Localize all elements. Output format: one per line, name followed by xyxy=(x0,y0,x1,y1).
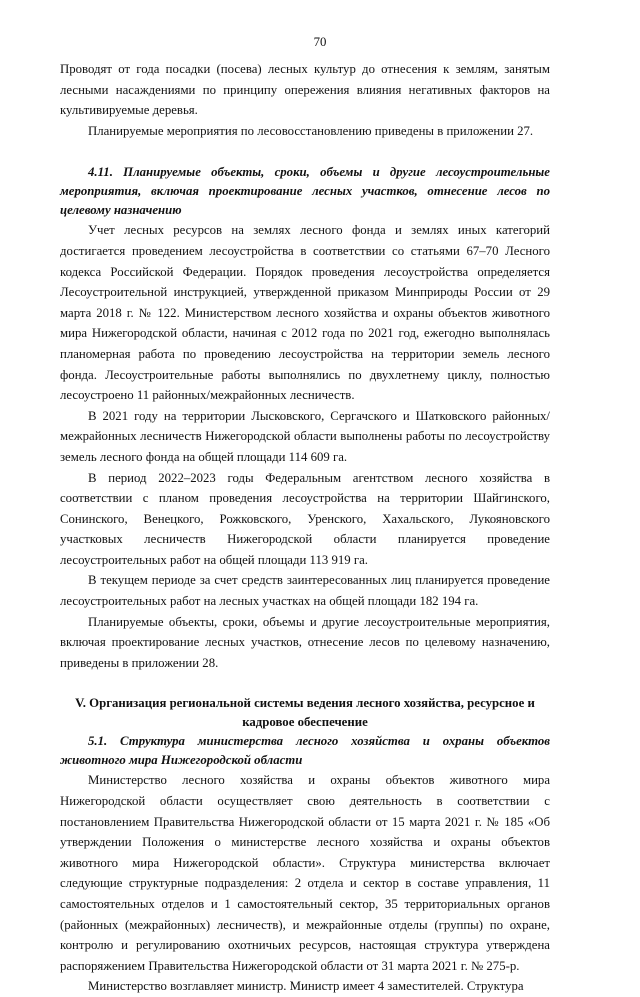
paragraph: В период 2022–2023 годы Федеральным агентством лесного хозяйства в соответствии с планом проведения лесоустройства на территории Шайгинского, Сонинского, Венецкого, Рожковского, Уренского, Хахальского, Лукояновского участковых лесничеств Нижегородской области планируется проведение лесоустроительных работ на общей площади 113 919 га. xyxy=(60,470,550,567)
paragraph: Министерство лесного хозяйства и охраны объектов животного мира Нижегородской области осуществляет свою деятельность в соответствии с постановлением Правительства Нижегородской области от 15 марта 2021 г. № 185 «Об утверждении Положения о министерстве лесного хозяйства и охраны объектов животного мира Нижегородской области». Структура министерства включает следующие структурные подразделения: 2 отдела и сектор в составе управления, 11 самостоятельных отделов и 1 самостоятельный сектор, 35 территориальных органов (районных (межрайонных) лесничеств), и межрайонные отделы (группы) по охране, контролю и регулированию охотничьих ресурсов, настоящая структура утверждена распоряжением Правительства Нижегородской области от 31 марта 2021 г. № 275-р. xyxy=(60,773,550,973)
paragraph: В текущем периоде за счет средств заинтересованных лиц планируется проведение лесоустроительных работ на лесных участках на общей площади 182 194 га. xyxy=(60,573,550,609)
paragraph: Планируемые объекты, сроки, объемы и другие лесоустроительные мероприятия, включая проектирование лесных участков, отнесение лесов по целевому назначению, приведены в приложении 28. xyxy=(60,614,550,670)
paragraph: Министерство возглавляет министр. Министр имеет 4 заместителей. Структура xyxy=(88,979,524,994)
paragraph: Планируемые мероприятия по лесовосстановлению приведены в приложении 27. xyxy=(88,123,534,138)
chapter-heading: V. Организация региональной системы ведения лесного хозяйства, ресурсное и кадровое обеспечение xyxy=(75,696,535,730)
section-heading-5-1: 5.1. Структура министерства лесного хозяйства и охраны объектов животного мира Нижегородской области xyxy=(60,734,550,768)
section-heading-4-11: 4.11. Планируемые объекты, сроки, объемы и другие лесоустроительные мероприятия, включая проектирование лесных участков, отнесение лесов по целевому назначению xyxy=(60,165,550,218)
page-body xyxy=(60,59,550,997)
paragraph: Учет лесных ресурсов на землях лесного фонда и землях иных категорий достигается проведением лесоустройства в соответствии со статьями 67–70 Лесного кодекса Российской Федерации. Порядок проведения лесоустройства определяется Лесоустроительной инструкцией, утвержденной приказом Минприроды России от 29 марта 2018 г. № 122. Министерством лесного хозяйства и охраны объектов животного мира Нижегородской области, начиная с 2012 года по 2021 год, ежегодно выполнялась планомерная работа по проведению лесоустройства на территории земель лесного фонда. Лесоустроительные работы выполнялись по двухлетнему циклу, полностью лесоустроено 11 районных/межрайонных лесничеств. xyxy=(60,223,550,403)
paragraph: В 2021 году на территории Лысковского, Сергачского и Шатковского районных/межрайонных лесничеств Нижегородской области выполнены работы по лесоустройству земель лесного фонда на общей площади 114 609 га. xyxy=(60,408,550,464)
page-number: 70 xyxy=(313,35,327,49)
paragraph: Проводят от года посадки (посева) лесных культур до отнесения к землям, занятым лесными насаждениями по принципу опережения влияния негативных факторов на культивируемые деревья. xyxy=(60,62,550,118)
